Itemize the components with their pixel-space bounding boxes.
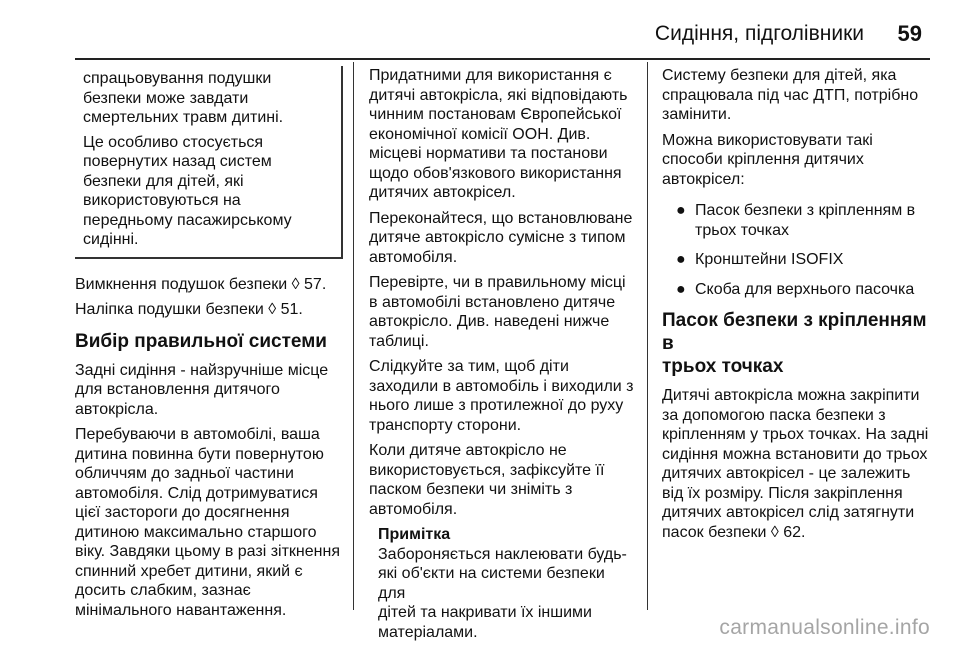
list-item-text: Кронштейни ISOFIX [695,251,844,268]
body-paragraph: Задні сидіння - найзручніше місце для встановлення дитячого автокрісла. [75,361,329,418]
column-divider-1 [353,62,354,610]
bullet-icon: ● [676,280,686,298]
section-heading: Вибір правильної системи [75,330,327,352]
warning-paragraph: спрацьовування подушки безпеки може завдати смертельних травм дитині. [83,70,284,126]
bullet-icon: ● [676,251,686,268]
list-item-text: Скоба для верхнього пасочка [695,280,915,298]
list-item-text: Пасок безпеки з кріпленням в трьох точках [695,202,916,239]
column-2 [369,66,634,648]
bullet-icon: ● [676,202,686,219]
section-heading: Пасок безпеки з кріпленням в трьох точках [662,310,927,377]
note-block [369,525,634,642]
body-paragraph: Можна використовувати такі способи кріплення дитячих автокрісел: [662,131,873,188]
body-paragraph: Перебуваючи в автомобілі, ваша дитина повинна бути повернутою обличчям до задньої частини автомобіля. Слід дотримуватися цієї застороги до досягнення дитиною максимально старшого віку. Завдяки цьому в разі зіткнення спинний хребет дитини, який є досить слабким, зазнає мінімального навантаження. [75,426,340,619]
attachment-methods-list [662,201,937,299]
body-paragraph: Систему безпеки для дітей, яка спрацювала під час ДТП, потрібно замінити. [662,67,919,123]
column-divider-2 [647,62,648,610]
warning-box [75,66,343,259]
body-paragraph: Перевірте, чи в правильному місці в автомобілі встановлено дитяче автокрісло. Див. наведені нижче таблиці. [369,274,626,350]
list-item [662,280,937,300]
cross-reference-airbag-label[interactable]: Наліпка подушки безпеки ◊ 51. [75,301,303,318]
watermark: carmanualsonline.info [719,616,930,639]
warning-paragraph: Це особливо стосується повернутих назад систем безпеки для дітей, які використовуються на передньому пасажирському сидінні. [83,133,292,248]
body-paragraph: Придатними для використання є дитячі автокрісла, які відповідають чинним постановам Європейської економічної комісії ООН. Див. місцеві нормативи та постанови щодо обов'язкового використання дитячих автокрісел. [369,67,628,201]
column-3 [662,66,937,548]
body-paragraph: Дитячі автокрісла можна закріпити за допомогою паска безпеки з кріпленням у трьох точках. На задні сидіння можна встановити до трьох дитячих автокрісел - це залежить від їх розміру. Після закріплення дитячих автокрісел слід затягнути пасок безпеки ◊ 62. [662,387,929,541]
cross-reference-airbag-off[interactable]: Вимкнення подушок безпеки ◊ 57. [75,275,327,293]
note-title: Примітка [378,526,451,543]
body-paragraph: Переконайтеся, що встановлюване дитяче автокрісло сумісне з типом автомобіля. [369,209,633,266]
list-item [662,201,937,240]
column-1 [75,66,343,626]
page-number: 59 [897,21,922,46]
body-paragraph: Коли дитяче автокрісло не використовується, зафіксуйте її паском безпеки чи зніміть з автомобіля. [369,442,605,518]
note-text: Забороняється наклеювати будь- які об'єкти на системи безпеки для дітей та накривати їх іншими матеріалами. [378,545,627,641]
body-paragraph: Слідкуйте за тим, щоб діти заходили в автомобіль і виходили з нього лише з протилежної до руху транспорту сторони. [369,358,634,434]
page-header-title: Сидіння, підголівники [654,22,864,45]
list-item [662,250,937,270]
header-divider [75,58,930,60]
